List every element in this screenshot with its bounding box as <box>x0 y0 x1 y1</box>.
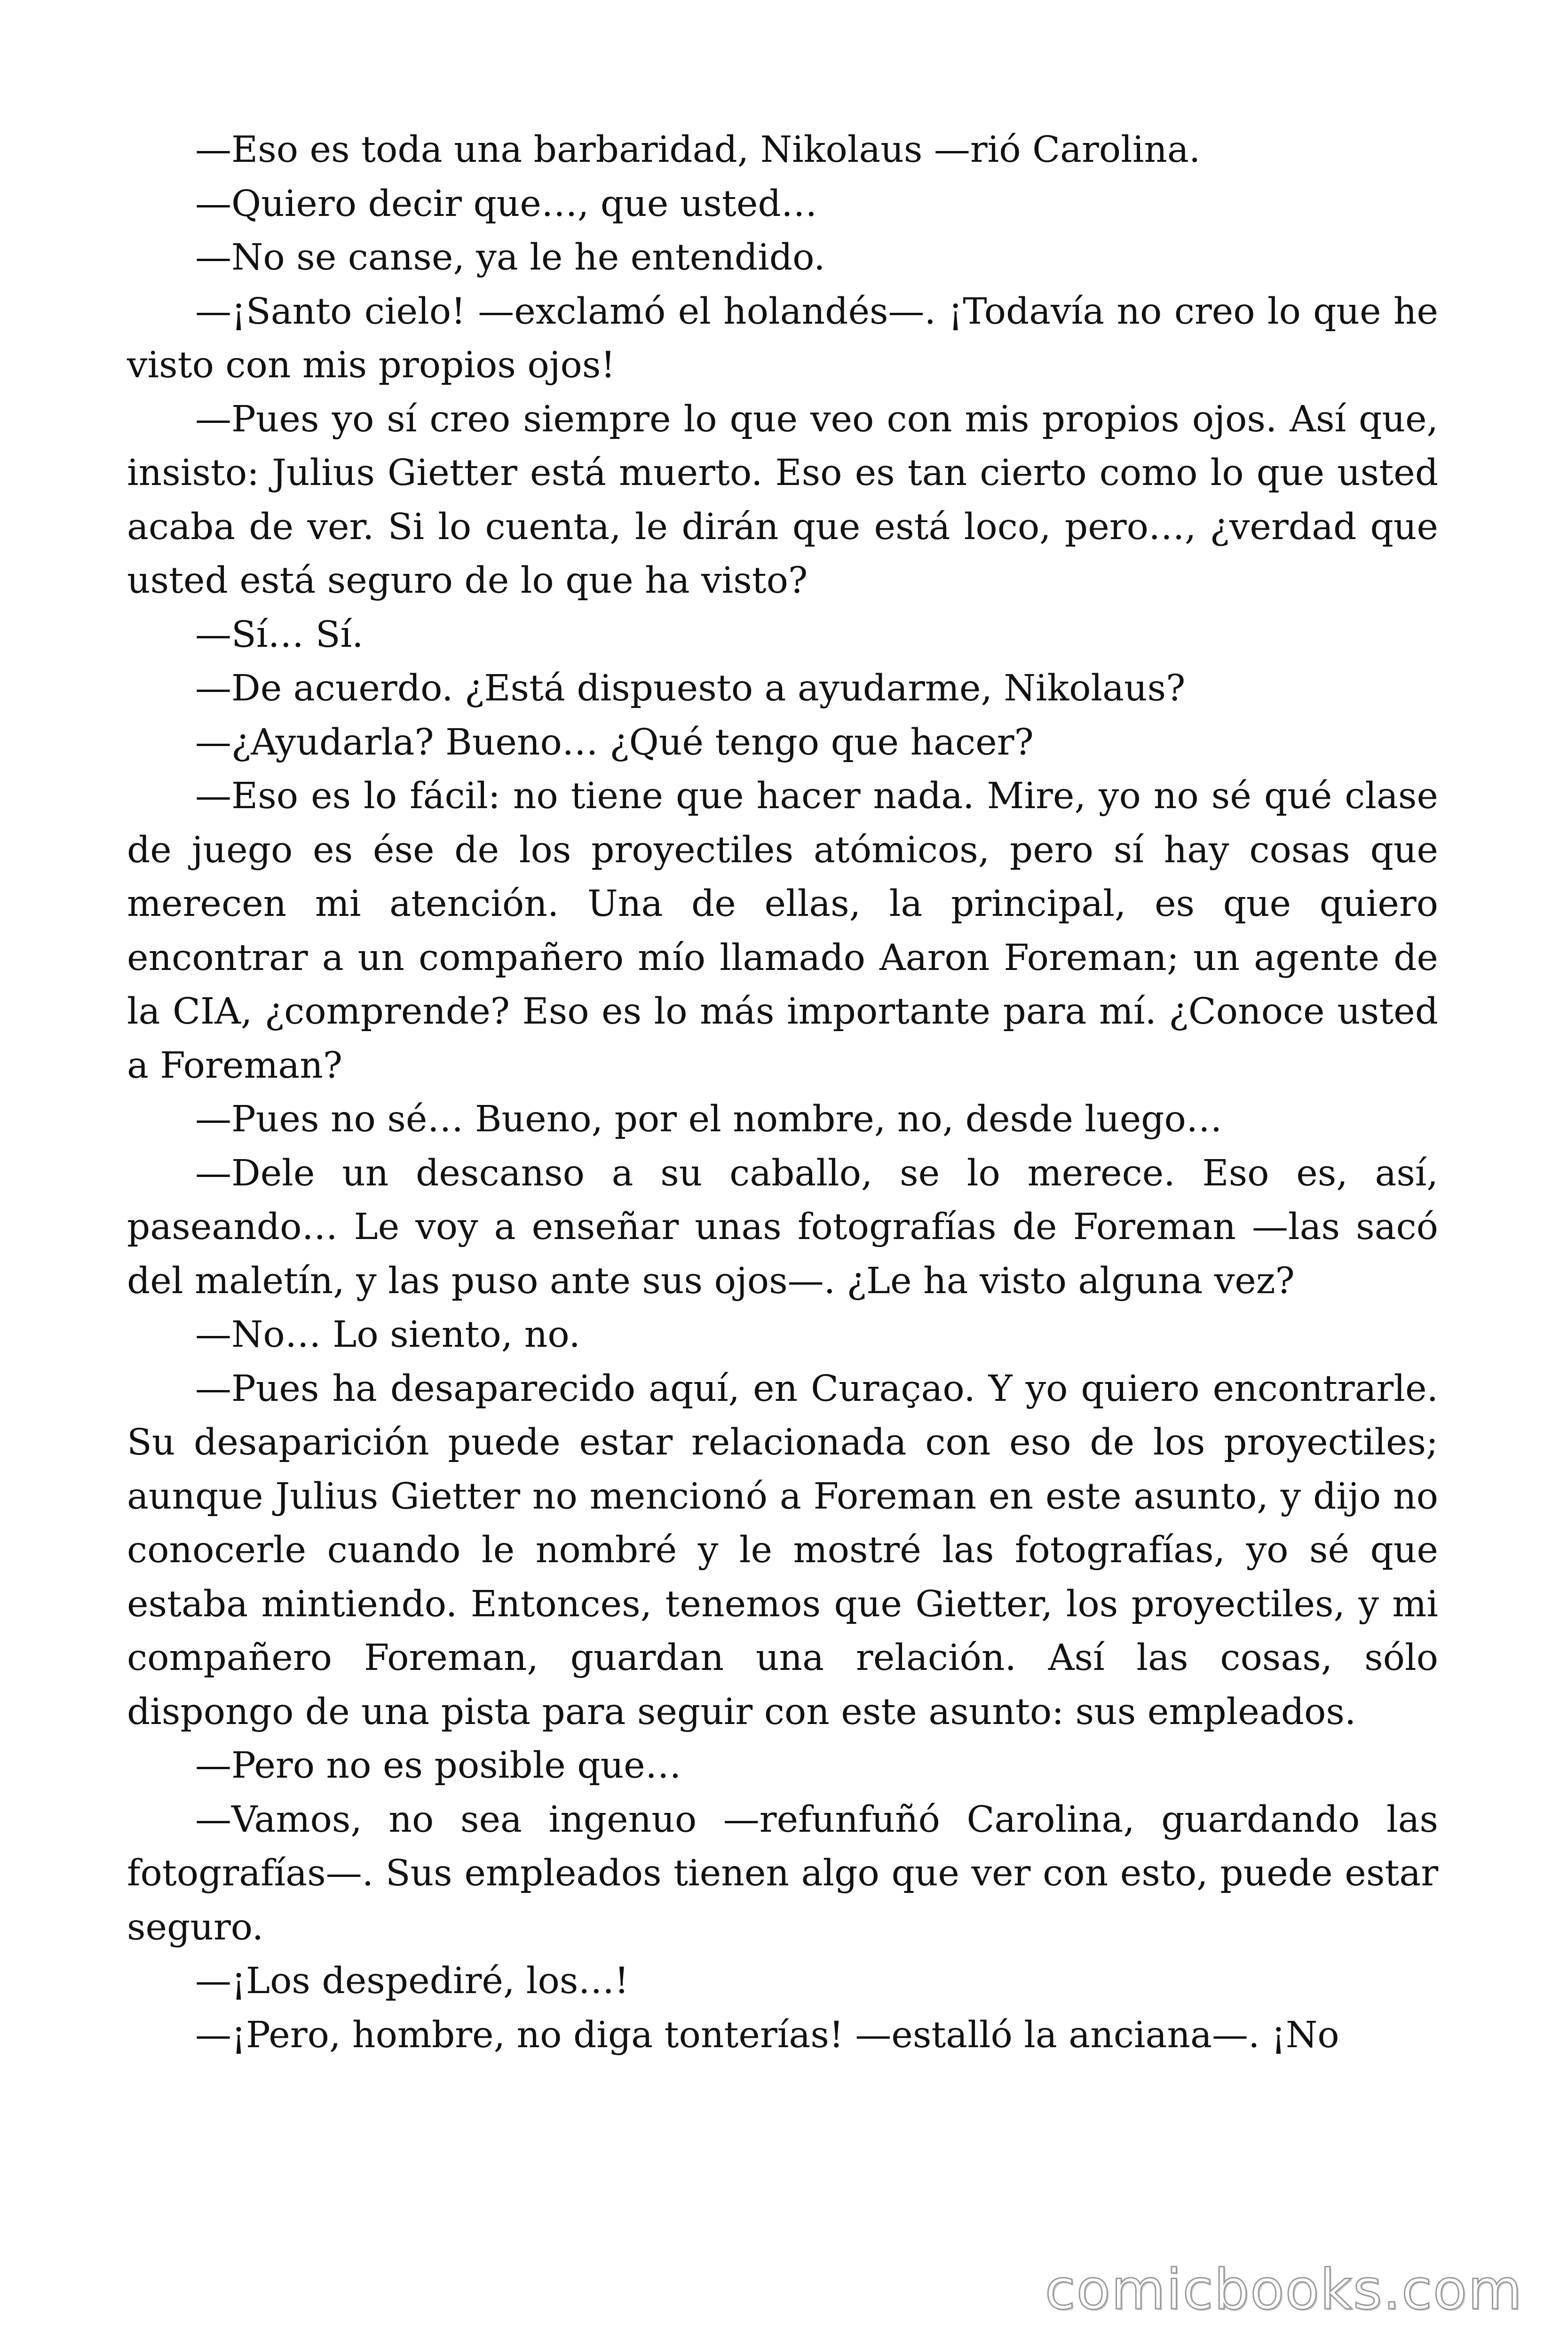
paragraph: —Sí… Sí. <box>195 613 364 656</box>
paragraph: —No… Lo siento, no. <box>195 1314 580 1356</box>
paragraph: —¿Ayudarla? Bueno… ¿Qué tengo que hacer? <box>195 721 1034 763</box>
paragraph: —Eso es toda una barbaridad, Nikolaus —rió Carolina. <box>195 129 1201 171</box>
paragraph: —Pues ha desaparecido aquí, en Curaçao. Y yo quiero encontrarle. Su desaparición puede estar relacionada con eso de los proyectiles; aunque Julius Gietter no mencionó a Foreman en este asunto, y dijo no conocerle cuando le nombré y le mostré las fotografías, yo sé que estaba mintiendo. Entonces, tenemos que Gietter, los proyectiles, y mi compañero Foreman, guardan una relación. Así las cosas, sólo dispongo de una pista para seguir con este asunto: sus empleados. <box>127 1367 1438 1733</box>
paragraph: —¡Pero, hombre, no diga tonterías! —estalló la anciana—. ¡No <box>195 2014 1339 2056</box>
watermark: comicbooks.com <box>1045 2257 1523 2322</box>
paragraph: —Quiero decir que…, que usted… <box>195 183 817 225</box>
paragraph: —No se canse, ya le he entendido. <box>195 237 825 278</box>
paragraph: —Pues yo sí creo siempre lo que veo con mis propios ojos. Así que, insisto: Julius Gietter está muerto. Eso es tan cierto como lo que usted acaba de ver. Si lo cuenta, le dirán que está loco, pero…, ¿verdad que usted está seguro de lo que ha visto? <box>127 398 1438 602</box>
paragraph: —¡Los despediré, los…! <box>195 1960 629 2002</box>
paragraph: —Dele un descanso a su caballo, se lo merece. Eso es, así, paseando… Le voy a enseñar unas fotografías de Foreman —las sacó del maletín, y las puso ante sus ojos—. ¿Le ha visto alguna vez? <box>127 1152 1438 1302</box>
paragraph: —Eso es lo fácil: no tiene que hacer nada. Mire, yo no sé qué clase de juego es ése de los proyectiles atómicos, pero sí hay cosas que merecen mi atención. Una de ellas, la principal, es que quiero encontrar a un compañero mío llamado Aaron Foreman; un agente de la CIA, ¿comprende? Eso es lo más importante para mí. ¿Conoce usted a Foreman? <box>127 775 1438 1087</box>
paragraph: —Pues no sé… Bueno, por el nombre, no, desde luego… <box>195 1098 1222 1140</box>
paragraph: —¡Santo cielo! —exclamó el holandés—. ¡Todavía no creo lo que he visto con mis propios ojos! <box>127 290 1438 386</box>
paragraph: —De acuerdo. ¿Está dispuesto a ayudarme, Nikolaus? <box>195 667 1186 709</box>
paragraph: —Vamos, no sea ingenuo —refunfuñó Carolina, guardando las fotografías—. Sus empleados tienen algo que ver con esto, puede estar seguro. <box>127 1798 1438 1948</box>
body-text <box>127 123 1438 2062</box>
paragraph: —Pero no es posible que… <box>195 1745 681 1787</box>
